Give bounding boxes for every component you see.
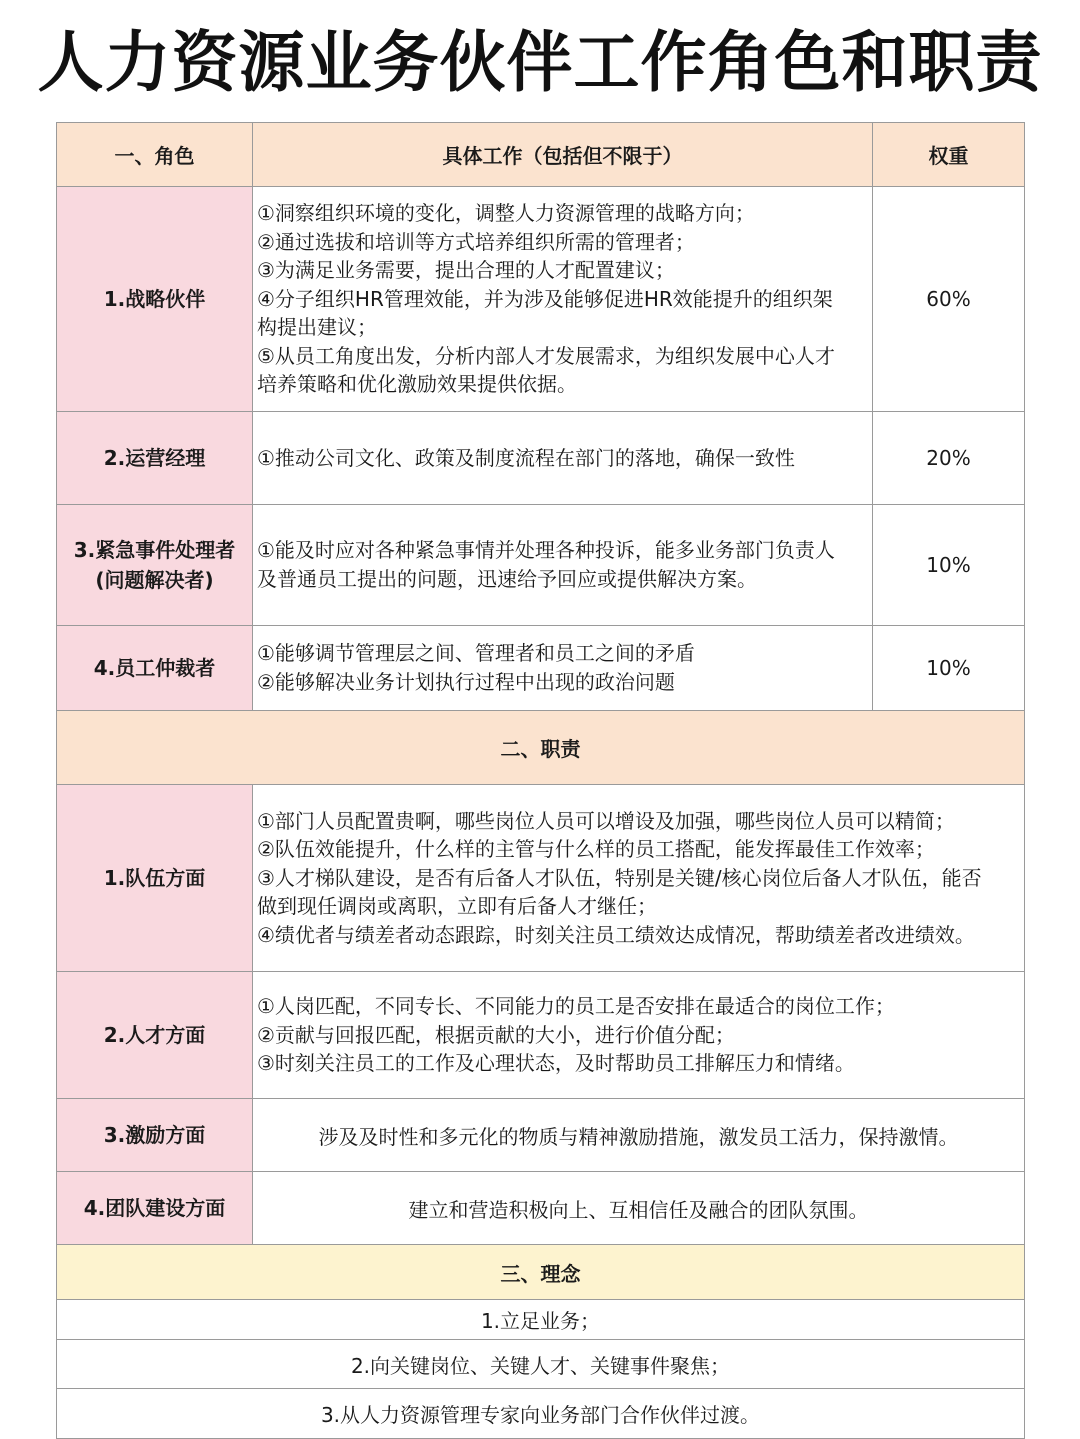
table-row bbox=[57, 187, 1025, 412]
desc-line: ①能够调节管理层之间、管理者和员工之间的矛盾 bbox=[257, 641, 695, 666]
section-header-duties bbox=[57, 711, 1025, 785]
duty-name: 2.人才方面 bbox=[57, 972, 253, 1099]
role-name: 1.战略伙伴 bbox=[57, 187, 253, 412]
table-row bbox=[57, 1172, 1025, 1245]
desc-line: ②队伍效能提升，什么样的主管与什么样的员工搭配，能发挥最佳工作效率； bbox=[257, 837, 935, 862]
duty-name: 4.团队建设方面 bbox=[57, 1172, 253, 1245]
desc-line: ③时刻关注员工的工作及心理状态，及时帮助员工排解压力和情绪。 bbox=[257, 1051, 855, 1076]
role-description bbox=[253, 187, 873, 412]
desc-line: ②贡献与回报匹配，根据贡献的大小，进行价值分配； bbox=[257, 1022, 735, 1047]
desc-line: 构提出建议； bbox=[257, 315, 377, 340]
desc-line: ②通过选拔和培训等方式培养组织所需的管理者； bbox=[257, 229, 695, 254]
duty-description bbox=[253, 972, 1025, 1099]
desc-line: ①洞察组织环境的变化，调整人力资源管理的战略方向； bbox=[257, 200, 755, 225]
philosophy-item: 3.从人力资源管理专家向业务部门合作伙伴过渡。 bbox=[57, 1389, 1025, 1439]
table-header-row bbox=[57, 123, 1025, 187]
role-name-line: 3.紧急事件处理者 bbox=[73, 538, 236, 562]
desc-line: 做到现任调岗或离职，立即有后备人才继任； bbox=[257, 894, 657, 919]
duty-description: 建立和营造积极向上、互相信任及融合的团队氛围。 bbox=[253, 1172, 1025, 1245]
desc-line: ①部门人员配置贵啊，哪些岗位人员可以增设及加强，哪些岗位人员可以精简； bbox=[257, 808, 955, 833]
table-row bbox=[57, 1389, 1025, 1439]
desc-line: ⑤从员工角度出发，分析内部人才发展需求，为组织发展中心人才 bbox=[257, 343, 835, 368]
section-title: 三、理念 bbox=[57, 1245, 1025, 1300]
desc-line: ①推动公司文化、政策及制度流程在部门的落地，确保一致性 bbox=[257, 445, 795, 470]
role-weight: 10% bbox=[873, 626, 1025, 711]
role-name: 2.运营经理 bbox=[57, 412, 253, 505]
role-weight: 20% bbox=[873, 412, 1025, 505]
desc-line: 培养策略和优化激励效果提供依据。 bbox=[257, 372, 577, 397]
role-name: 4.员工仲裁者 bbox=[57, 626, 253, 711]
desc-line: ④绩优者与绩差者动态跟踪，时刻关注员工绩效达成情况，帮助绩差者改进绩效。 bbox=[257, 922, 975, 947]
table-row bbox=[57, 1300, 1025, 1340]
role-description bbox=[253, 412, 873, 505]
desc-line: ③人才梯队建设，是否有后备人才队伍，特别是关键/核心岗位后备人才队伍，能否 bbox=[257, 865, 982, 890]
desc-line: 及普通员工提出的问题，迅速给予回应或提供解决方案。 bbox=[257, 567, 757, 591]
header-role: 一、角色 bbox=[57, 123, 253, 187]
role-description bbox=[253, 505, 873, 626]
table-row bbox=[57, 505, 1025, 626]
hrbp-table bbox=[56, 122, 1025, 1439]
desc-line: ②能够解决业务计划执行过程中出现的政治问题 bbox=[257, 670, 675, 694]
section-title: 二、职责 bbox=[57, 711, 1025, 785]
table-row bbox=[57, 626, 1025, 711]
desc-line: ①能及时应对各种紧急事情并处理各种投诉，能多业务部门负责人 bbox=[257, 538, 835, 563]
header-work: 具体工作（包括但不限于） bbox=[253, 123, 873, 187]
desc-line: ①人岗匹配，不同专长、不同能力的员工是否安排在最适合的岗位工作； bbox=[257, 994, 895, 1019]
section-header-philosophy bbox=[57, 1245, 1025, 1300]
philosophy-item: 1.立足业务； bbox=[57, 1300, 1025, 1340]
table-row bbox=[57, 972, 1025, 1099]
table-row bbox=[57, 412, 1025, 505]
table-row bbox=[57, 1099, 1025, 1172]
desc-line: ③为满足业务需要，提出合理的人才配置建议； bbox=[257, 258, 675, 283]
role-name-line: (问题解决者) bbox=[95, 568, 214, 592]
philosophy-item: 2.向关键岗位、关键人才、关键事件聚焦； bbox=[57, 1340, 1025, 1389]
table-row bbox=[57, 785, 1025, 972]
desc-line: ④分子组织HR管理效能，并为涉及能够促进HR效能提升的组织架 bbox=[257, 286, 833, 311]
role-name bbox=[57, 505, 253, 626]
page-title: 人力资源业务伙伴工作角色和职责 bbox=[37, 24, 1043, 101]
table-row bbox=[57, 1340, 1025, 1389]
role-description bbox=[253, 626, 873, 711]
duty-name: 1.队伍方面 bbox=[57, 785, 253, 972]
duty-description bbox=[253, 785, 1025, 972]
role-weight: 10% bbox=[873, 505, 1025, 626]
duty-description: 涉及及时性和多元化的物质与精神激励措施，激发员工活力，保持激情。 bbox=[253, 1099, 1025, 1172]
duty-name: 3.激励方面 bbox=[57, 1099, 253, 1172]
header-weight: 权重 bbox=[873, 123, 1025, 187]
role-weight: 60% bbox=[873, 187, 1025, 412]
